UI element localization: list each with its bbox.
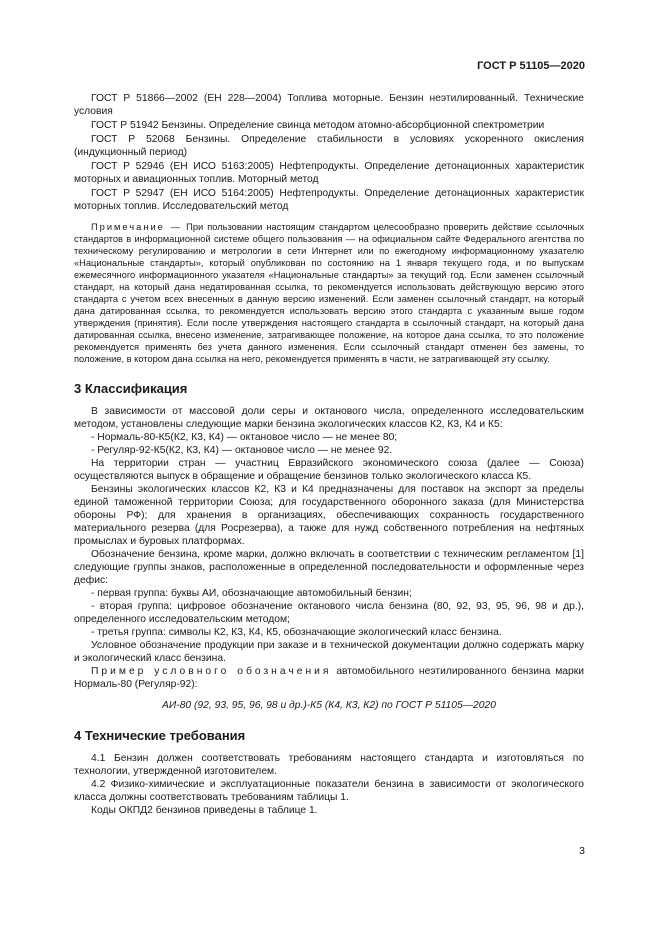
section-4-p1: 4.1 Бензин должен соответствовать требованиям настоящего стандарта и изготовляться по технологии, утвержденной изготовителем. [74,753,584,777]
section-3-title: 3 Классификация [74,381,188,396]
reference-item: ГОСТ Р 51942 Бензины. Определение свинца методом атомно-абсорбционной спектрометрии [91,120,545,131]
reference-item: ГОСТ Р 51866—2002 (ЕН 228—2004) Топлива моторные. Бензин неэтилированный. Технические условия [74,93,584,117]
example-label: Пример условного обозначения [91,666,332,677]
normative-references [74,92,584,213]
note-label: Примечание — [91,222,183,232]
grade-item: - Нормаль-80-К5(К2, К3, К4) — октановое число — не менее 80; [91,432,398,443]
group-item: - вторая группа: цифровое обозначение октанового числа бензина (80, 92, 93, 95, 96, 98 и др.), определенного исследовательским методом; [74,601,584,625]
note-block [74,221,584,365]
grade-item: - Регуляр-92-К5(К2, К3, К4) — октановое число — не менее 92. [91,445,393,456]
section-4-p2: 4.2 Физико-химические и эксплуатационные показатели бензина в зависимости от экологического класса должны соответствовать требованиям таблицы 1. [74,779,584,803]
reference-item: ГОСТ Р 52068 Бензины. Определение стабильности в условиях ускоренного окисления (индукционный период) [74,134,584,158]
designation-paragraph: Обозначение бензина, кроме марки, должно включать в соответствии с техническим регламентом [1] следующие группы знаков, расположенные в определенной последовательности и оформленные через дефис: [74,549,584,586]
reference-item: ГОСТ Р 52947 (ЕН ИСО 5164:2005) Нефтепродукты. Определение детонационных характеристик моторных топлив. Исследовательский метод [74,188,584,212]
example-code: АИ-80 (92, 93, 95, 96, 98 и др.)-К5 (К4, К3, К2) по ГОСТ Р 51105—2020 [162,700,496,711]
eaeu-paragraph: На территории стран — участниц Евразийского экономического союза (далее — Союза) осуществляются выпуск в обращение и обращение бензинов только экологического класса К5. [74,458,584,482]
page-number: 3 [579,845,585,857]
section-3-intro: В зависимости от массовой доли серы и октанового числа, определенного исследовательским методом, установлены следующие марки бензина экологических классов К2, К3, К4 и К5: [74,406,584,430]
section-4-title: 4 Технические требования [74,728,246,743]
standard-code: ГОСТ Р 51105—2020 [477,60,585,72]
group-item: - первая группа: буквы АИ, обозначающие автомобильный бензин; [91,588,412,599]
reference-item: ГОСТ Р 52946 (ЕН ИСО 5163:2005) Нефтепродукты. Определение детонационных характеристик моторных и авиационных топлив. Моторный метод [74,161,584,185]
conditional-paragraph: Условное обозначение продукции при заказе и в технической документации должно содержать марку и экологический класс бензина. [74,640,584,664]
export-paragraph: Бензины экологических классов К2, К3 и К4 предназначены для поставок на экспорт за пределы единой таможенной территории Союза; для государственного оборонного заказа (для Министерства обороны РФ); для хранения в организациях, обеспечивающих сохранность государственного материального резерва (для Росрезерва), а также для нужд собственного потребления на нефтяных промыслах и буровых платформах. [74,484,584,547]
example-paragraph [74,665,584,691]
example-text: автомобильного неэтилированного бензина марки Нормаль-80 (Регуляр-92): [74,666,584,690]
section-4-p3: Коды ОКПД2 бензинов приведены в таблице 1. [91,805,318,816]
note-text: При пользовании настоящим стандартом целесообразно проверить действие ссылочных стандартов в информационной системе общего пользования — на официальном сайте Федерального агентства по техническому регулированию и метрологии в сети Интернет или по ежегодному информационному указателю «Национальные стандарты», который опубликован по состоянию на 1 января текущего года, и по выпускам ежемесячного информационного указателя «Национальные стандарты» за текущий год. Если заменен ссылочный стандарт, на который дана недатированная ссылка, то рекомендуется использовать действующую версию этого стандарта с учетом всех внесенных в данную версию изменений. Если заменен ссылочный стандарт, на который дана датированная ссылка, то рекомендуется использовать версию этого стандарта с указанным выше годом утверждения (принятия). Если после утверждения настоящего стандарта в ссылочный стандарт, на который дана датированная ссылка, внесено изменение, затрагивающее положение, на которое дана ссылка, то это положение рекомендуется применять без учета данного изменения. Если ссылочный стандарт отменен без замены, то положение, в котором дана ссылка на него, рекомендуется применять в части, не затрагивающей эту ссылку. [74,222,584,364]
page-content [74,92,584,817]
group-item: - третья группа: символы К2, К3, К4, К5, обозначающие экологический класс бензина. [91,627,502,638]
